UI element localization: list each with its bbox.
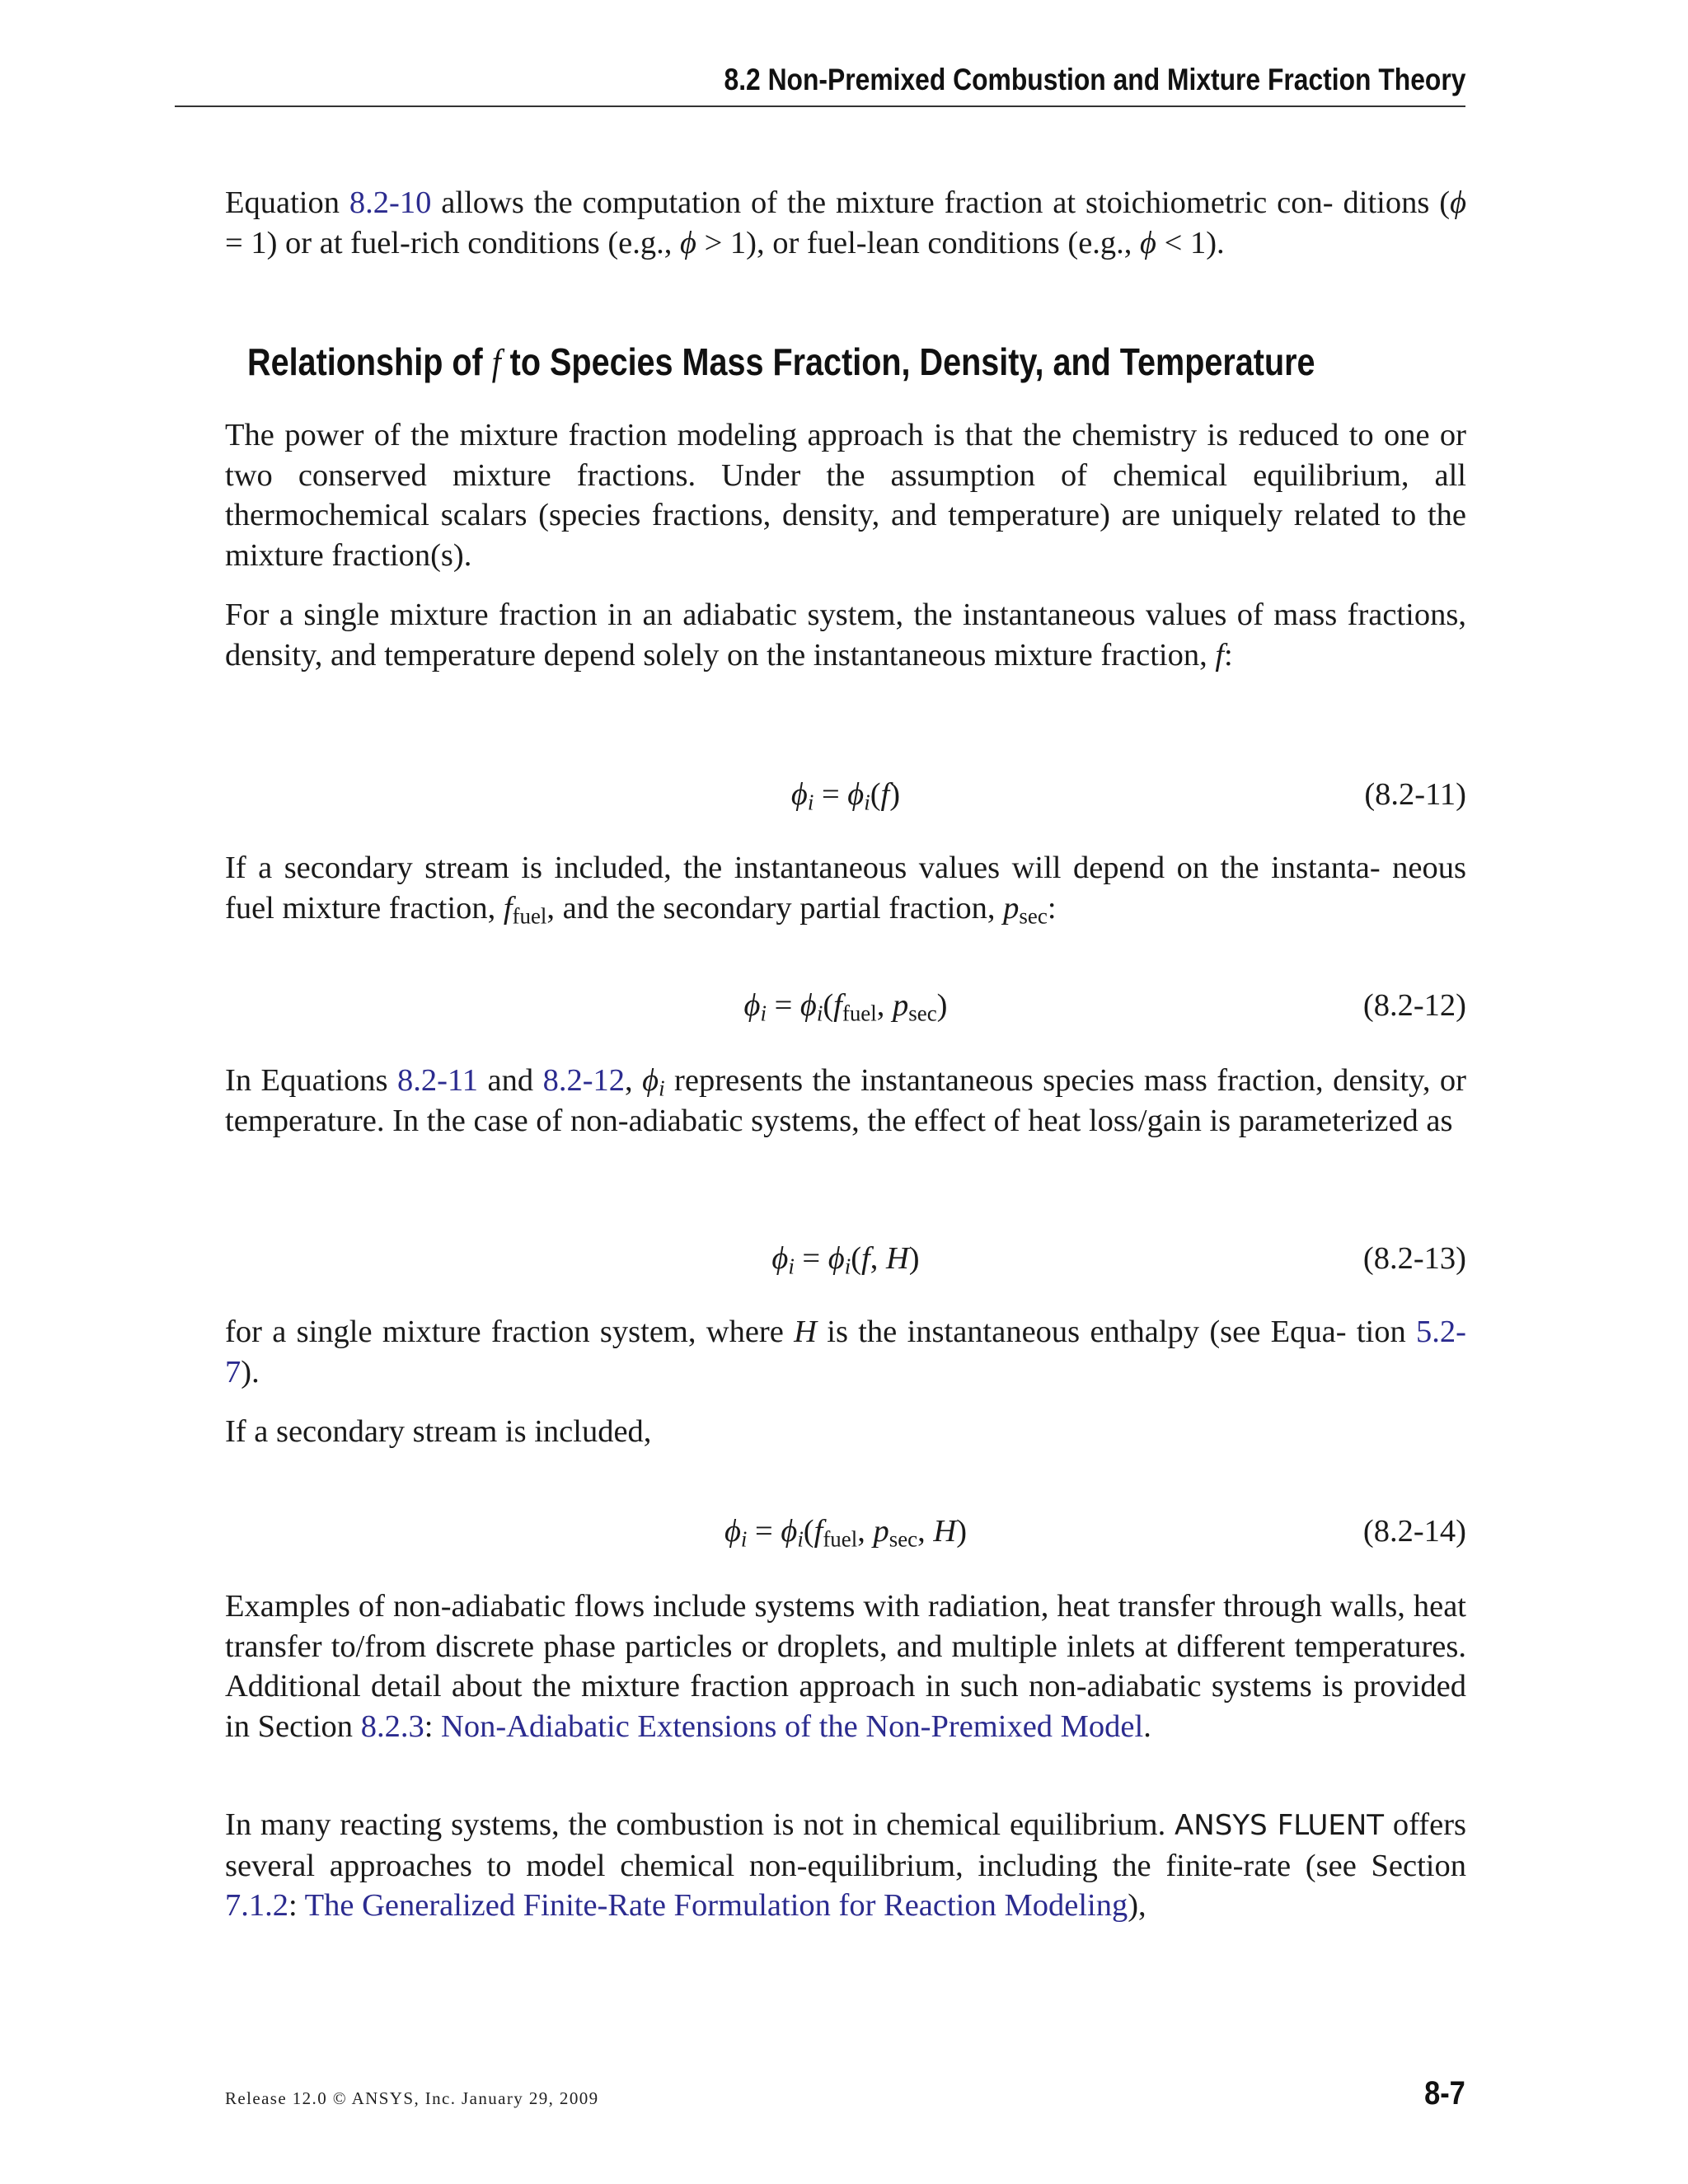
subscript-i: i bbox=[659, 1076, 665, 1101]
text-run: Equation bbox=[225, 185, 349, 220]
f-variable: f bbox=[503, 890, 513, 926]
heading-text: Relationship of bbox=[247, 340, 492, 383]
paragraph-single-mixture-fraction bbox=[225, 595, 1466, 675]
equation-number: (8.2-12) bbox=[1362, 988, 1466, 1023]
product-name: ANSYS FLUENT bbox=[1175, 1809, 1385, 1842]
text-run: neous fuel mixture fraction, bbox=[225, 851, 1466, 926]
f-variable: f bbox=[1215, 637, 1225, 673]
equation-8-2-11 bbox=[225, 776, 1466, 818]
subscript-fuel: fuel bbox=[512, 903, 547, 929]
text-run: ), bbox=[1128, 1888, 1146, 1923]
heading-text: to Species Mass Fraction, Density, and Temperature bbox=[500, 340, 1315, 383]
text-run: tion bbox=[1356, 1315, 1417, 1349]
text-run: ). bbox=[241, 1354, 260, 1390]
paragraph-if-secondary-stream: If a secondary stream is included, bbox=[225, 1414, 652, 1449]
phi-symbol: ϕ bbox=[1140, 225, 1156, 260]
text-run: = 1) or at fuel-rich conditions (e.g., bbox=[225, 225, 680, 260]
equation-number: (8.2-14) bbox=[1362, 1514, 1466, 1549]
section-link-7-1-2[interactable]: 7.1.2 bbox=[225, 1888, 288, 1923]
p-variable: p bbox=[1003, 890, 1020, 926]
text-run: , bbox=[625, 1063, 643, 1098]
equation-expression: $\phi_i = \phi_i(f$, H) bbox=[771, 1241, 920, 1279]
text-run: < 1). bbox=[1156, 225, 1225, 260]
equation-8-2-14 bbox=[225, 1513, 1466, 1554]
equation-8-2-12 bbox=[225, 987, 1466, 1029]
phi-symbol: ϕ bbox=[642, 1063, 659, 1098]
text-run: : bbox=[1224, 637, 1233, 673]
paragraph-equations-represent bbox=[225, 1061, 1466, 1141]
text-run: : bbox=[424, 1708, 442, 1744]
text-run: . bbox=[1143, 1708, 1151, 1744]
paragraph-power-of-approach: The power of the mixture fraction modeling approach is that the chemistry is reduced to one or two conserved mixture fractions. Under the assumption of chemical equilibrium, all thermochemical scalars (species fractions, density, and temperature) are uniquely related to the mixture fraction(s). bbox=[225, 418, 1466, 573]
running-header bbox=[175, 54, 1465, 107]
section-link-non-adiabatic-extensions[interactable]: Non-Adiabatic Extensions of the Non-Premixed Model bbox=[441, 1708, 1144, 1744]
f-variable: f bbox=[491, 341, 501, 383]
section-link-8-2-3[interactable]: 8.2.3 bbox=[360, 1708, 424, 1744]
equation-8-2-13 bbox=[225, 1240, 1466, 1282]
section-heading bbox=[247, 340, 1315, 384]
equation-link-8-2-10[interactable]: 8.2-10 bbox=[349, 185, 432, 220]
text-run: In Equations bbox=[225, 1063, 398, 1098]
text-run: : bbox=[288, 1888, 305, 1923]
text-run: In many reacting systems, the combustion is not in chemical equilibrium. bbox=[225, 1807, 1175, 1842]
page-number: 8-7 bbox=[1424, 2075, 1465, 2111]
equation-link-5-2-7[interactable]: 5.2-7 bbox=[225, 1315, 1466, 1390]
equation-link-8-2-11[interactable]: 8.2-11 bbox=[397, 1063, 479, 1098]
header-title: 8.2 Non-Premixed Combustion and Mixture Fraction Theory bbox=[724, 63, 1465, 96]
section-link-finite-rate-formulation[interactable]: The Generalized Finite-Rate Formulation for Reaction Modeling bbox=[304, 1888, 1128, 1923]
equation-link-8-2-12[interactable]: 8.2-12 bbox=[542, 1063, 626, 1098]
h-variable: H bbox=[794, 1315, 817, 1349]
equation-expression: $\phi_i = \phi_i(f_{fuel}$, $p_{sec}$) bbox=[743, 988, 948, 1026]
paragraph-mixture-fraction-stoich bbox=[225, 183, 1466, 263]
footer-release: Release 12.0 © ANSYS, Inc. January 29, 2009 bbox=[225, 2088, 599, 2108]
subscript-sec: sec bbox=[1019, 903, 1048, 929]
paragraph-single-mixture-system bbox=[225, 1312, 1466, 1392]
text-run: for a single mixture fraction system, where bbox=[225, 1315, 795, 1349]
text-run: For a single mixture fraction in an adiabatic system, the instantaneous values of mass fractions, density, and temperature depend solely on the instantaneous mixture fraction, bbox=[225, 598, 1466, 673]
text-run: : bbox=[1047, 890, 1057, 926]
text-run: ditions ( bbox=[1343, 185, 1451, 220]
equation-number: (8.2-11) bbox=[1364, 777, 1466, 812]
phi-symbol: ϕ bbox=[1450, 185, 1466, 220]
equation-number: (8.2-13) bbox=[1362, 1241, 1466, 1276]
text-run: Examples of non-adiabatic flows include systems with radiation, heat transfer through walls, heat transfer to/from discrete phase particles or droplets, and multiple inlets at different temperatures. Additional detail about the mixture fraction approach in such non-adiabatic systems is provided in Section bbox=[225, 1589, 1466, 1744]
text-run: , and the secondary partial fraction, bbox=[546, 890, 1004, 926]
text-run: represents the instantaneous species mass fraction, density, or temperature. In the case of non-adiabatic systems, the effect of heat loss/gain is parameterized as bbox=[225, 1063, 1466, 1138]
paragraph-non-equilibrium bbox=[225, 1805, 1466, 1926]
text-run: and bbox=[478, 1063, 543, 1098]
text-run: > 1), or fuel-lean conditions (e.g., bbox=[696, 225, 1141, 260]
equation-expression: $\phi_i = \phi_i(f_{fuel}$, $p_{sec}$, H) bbox=[724, 1514, 968, 1552]
equation-expression: $\phi_i = \phi_i(f)$ bbox=[790, 777, 901, 815]
paragraph-secondary-stream bbox=[225, 848, 1466, 928]
text-run: is the instantaneous enthalpy (see Equa- bbox=[816, 1315, 1347, 1349]
text-run: If a secondary stream is included, the instantaneous values will depend on the instanta- bbox=[225, 851, 1381, 885]
phi-symbol: ϕ bbox=[680, 225, 696, 260]
text-run: offers several approaches to model chemical non-equilibrium, including the finite-rate (see Section bbox=[225, 1807, 1467, 1883]
text-run: allows the computation of the mixture fraction at stoichiometric con- bbox=[431, 185, 1334, 220]
paragraph-non-adiabatic-flows bbox=[225, 1586, 1466, 1746]
